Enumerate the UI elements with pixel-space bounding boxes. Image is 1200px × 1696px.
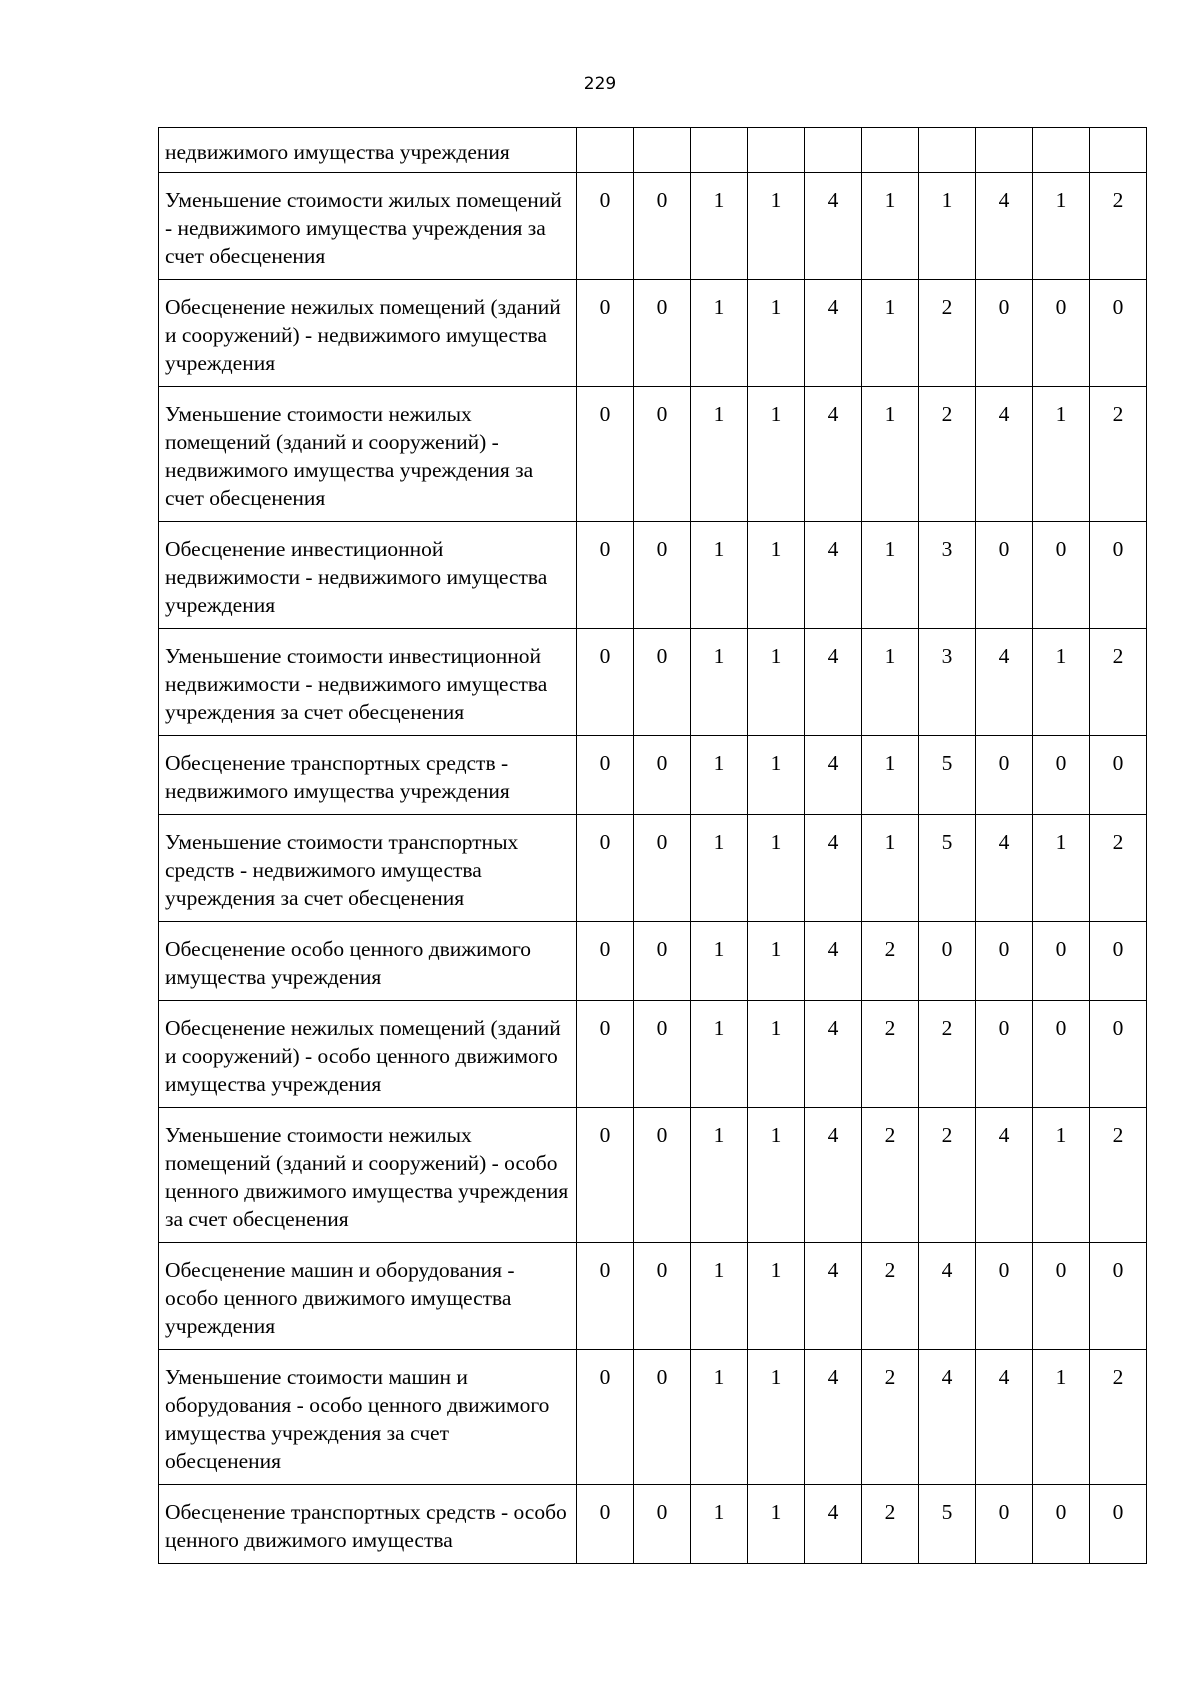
code-digit-cell: 4	[805, 1243, 862, 1350]
code-digit-cell: 2	[1090, 173, 1147, 280]
code-digit-cell	[976, 128, 1033, 173]
code-digit-cell	[919, 128, 976, 173]
table-row	[159, 522, 1147, 629]
code-digit-cell: 4	[805, 173, 862, 280]
code-digit-cell: 0	[577, 922, 634, 1001]
code-digit-cell: 0	[1090, 522, 1147, 629]
code-digit-cell: 0	[634, 173, 691, 280]
code-digit-cell: 2	[1090, 629, 1147, 736]
code-digit-cell: 0	[577, 1108, 634, 1243]
account-codes-table	[158, 127, 1147, 1564]
row-label: Обесценение инвестиционной недвижимости - недвижимого имущества учреждения	[159, 522, 577, 629]
code-digit-cell: 1	[748, 629, 805, 736]
table-row	[159, 280, 1147, 387]
code-digit-cell: 1	[691, 1350, 748, 1485]
code-digit-cell: 1	[862, 173, 919, 280]
code-digit-cell: 1	[919, 173, 976, 280]
code-digit-cell: 2	[862, 1350, 919, 1485]
row-label: Уменьшение стоимости инвестиционной недвижимости - недвижимого имущества учреждения за счет обесценения	[159, 629, 577, 736]
code-digit-cell: 0	[1090, 1001, 1147, 1108]
code-digit-cell: 4	[976, 1350, 1033, 1485]
code-digit-cell: 0	[976, 280, 1033, 387]
code-digit-cell: 1	[748, 1243, 805, 1350]
code-digit-cell: 1	[691, 1108, 748, 1243]
code-digit-cell: 0	[1033, 1485, 1090, 1564]
code-digit-cell: 4	[805, 522, 862, 629]
code-digit-cell	[805, 128, 862, 173]
code-digit-cell: 4	[805, 736, 862, 815]
code-digit-cell: 0	[1033, 1001, 1090, 1108]
table-row	[159, 1350, 1147, 1485]
row-label: Обесценение транспортных средств - особо ценного движимого имущества	[159, 1485, 577, 1564]
row-label: Уменьшение стоимости транспортных средств - недвижимого имущества учреждения за счет обесценения	[159, 815, 577, 922]
code-digit-cell: 1	[862, 280, 919, 387]
code-digit-cell: 1	[748, 280, 805, 387]
row-label: Уменьшение стоимости машин и оборудования - особо ценного движимого имущества учреждения за счет обесценения	[159, 1350, 577, 1485]
code-digit-cell: 0	[976, 736, 1033, 815]
code-digit-cell: 0	[1033, 922, 1090, 1001]
row-label: Обесценение машин и оборудования - особо ценного движимого имущества учреждения	[159, 1243, 577, 1350]
row-label: недвижимого имущества учреждения	[159, 128, 577, 173]
table-row	[159, 1108, 1147, 1243]
table-row	[159, 629, 1147, 736]
code-digit-cell: 1	[862, 387, 919, 522]
code-digit-cell: 4	[805, 1108, 862, 1243]
code-digit-cell: 2	[919, 280, 976, 387]
code-digit-cell: 0	[1090, 736, 1147, 815]
code-digit-cell: 1	[748, 1350, 805, 1485]
code-digit-cell: 0	[634, 1001, 691, 1108]
code-digit-cell	[577, 128, 634, 173]
table-row	[159, 736, 1147, 815]
code-digit-cell: 4	[976, 387, 1033, 522]
code-digit-cell: 1	[748, 1485, 805, 1564]
code-digit-cell: 0	[976, 1001, 1033, 1108]
code-digit-cell: 4	[805, 922, 862, 1001]
table-row	[159, 173, 1147, 280]
code-digit-cell: 1	[691, 922, 748, 1001]
code-digit-cell: 1	[862, 736, 919, 815]
code-digit-cell: 1	[1033, 1108, 1090, 1243]
code-digit-cell: 4	[976, 1108, 1033, 1243]
code-digit-cell: 1	[691, 1485, 748, 1564]
code-digit-cell: 1	[691, 1243, 748, 1350]
code-digit-cell: 1	[748, 522, 805, 629]
code-digit-cell: 0	[976, 522, 1033, 629]
code-digit-cell: 2	[919, 1001, 976, 1108]
code-digit-cell: 0	[1090, 1243, 1147, 1350]
code-digit-cell: 2	[919, 387, 976, 522]
code-digit-cell: 1	[862, 815, 919, 922]
code-digit-cell: 0	[577, 1350, 634, 1485]
code-digit-cell	[691, 128, 748, 173]
code-digit-cell: 5	[919, 736, 976, 815]
code-digit-cell: 0	[577, 1243, 634, 1350]
code-digit-cell: 2	[862, 922, 919, 1001]
code-digit-cell: 1	[691, 815, 748, 922]
table-body	[159, 128, 1147, 1564]
code-digit-cell: 0	[919, 922, 976, 1001]
row-label: Уменьшение стоимости жилых помещений - недвижимого имущества учреждения за счет обесценения	[159, 173, 577, 280]
code-digit-cell: 0	[634, 1485, 691, 1564]
code-digit-cell: 1	[748, 1108, 805, 1243]
code-digit-cell	[634, 128, 691, 173]
code-digit-cell: 0	[976, 922, 1033, 1001]
code-digit-cell: 1	[748, 922, 805, 1001]
code-digit-cell: 2	[1090, 1108, 1147, 1243]
row-label: Обесценение особо ценного движимого имущества учреждения	[159, 922, 577, 1001]
code-digit-cell: 1	[691, 1001, 748, 1108]
code-digit-cell: 4	[919, 1350, 976, 1485]
code-digit-cell	[1090, 128, 1147, 173]
code-digit-cell: 0	[1090, 922, 1147, 1001]
table-row	[159, 387, 1147, 522]
code-digit-cell: 4	[805, 629, 862, 736]
code-digit-cell: 1	[1033, 173, 1090, 280]
code-digit-cell: 4	[805, 815, 862, 922]
code-digit-cell: 5	[919, 1485, 976, 1564]
code-digit-cell: 2	[1090, 815, 1147, 922]
code-digit-cell: 2	[862, 1485, 919, 1564]
code-digit-cell: 0	[1033, 1243, 1090, 1350]
code-digit-cell: 0	[634, 815, 691, 922]
code-digit-cell: 0	[577, 173, 634, 280]
table-row	[159, 128, 1147, 173]
code-digit-cell: 0	[634, 736, 691, 815]
code-digit-cell: 0	[634, 629, 691, 736]
code-digit-cell: 1	[862, 629, 919, 736]
code-digit-cell: 1	[691, 387, 748, 522]
code-digit-cell: 1	[691, 280, 748, 387]
code-digit-cell: 0	[1033, 736, 1090, 815]
code-digit-cell: 1	[1033, 387, 1090, 522]
code-digit-cell: 4	[976, 629, 1033, 736]
code-digit-cell	[1033, 128, 1090, 173]
code-digit-cell: 2	[1090, 1350, 1147, 1485]
table-row	[159, 1243, 1147, 1350]
row-label: Обесценение транспортных средств - недвижимого имущества учреждения	[159, 736, 577, 815]
code-digit-cell: 3	[919, 629, 976, 736]
code-digit-cell: 4	[805, 280, 862, 387]
code-digit-cell: 0	[634, 1108, 691, 1243]
code-digit-cell: 5	[919, 815, 976, 922]
code-digit-cell: 1	[691, 522, 748, 629]
table-row	[159, 1485, 1147, 1564]
code-digit-cell: 4	[805, 387, 862, 522]
code-digit-cell: 0	[634, 280, 691, 387]
row-label: Уменьшение стоимости нежилых помещений (зданий и сооружений) - особо ценного движимого имущества учреждения за счет обесценения	[159, 1108, 577, 1243]
code-digit-cell: 0	[577, 815, 634, 922]
code-digit-cell: 1	[691, 736, 748, 815]
code-digit-cell: 0	[634, 387, 691, 522]
code-digit-cell: 2	[1090, 387, 1147, 522]
code-digit-cell: 0	[577, 1001, 634, 1108]
code-digit-cell: 0	[577, 387, 634, 522]
code-digit-cell: 1	[748, 815, 805, 922]
code-digit-cell: 1	[862, 522, 919, 629]
code-digit-cell: 1	[748, 387, 805, 522]
code-digit-cell: 2	[862, 1243, 919, 1350]
code-digit-cell: 4	[805, 1001, 862, 1108]
code-digit-cell: 0	[976, 1243, 1033, 1350]
code-digit-cell: 4	[976, 815, 1033, 922]
code-digit-cell: 1	[1033, 1350, 1090, 1485]
table-row	[159, 815, 1147, 922]
code-digit-cell: 0	[577, 629, 634, 736]
code-digit-cell: 0	[577, 736, 634, 815]
code-digit-cell: 2	[862, 1001, 919, 1108]
code-digit-cell: 0	[634, 1243, 691, 1350]
code-digit-cell: 4	[976, 173, 1033, 280]
code-digit-cell: 4	[805, 1350, 862, 1485]
code-digit-cell: 0	[634, 922, 691, 1001]
code-digit-cell: 0	[1090, 280, 1147, 387]
code-digit-cell	[862, 128, 919, 173]
code-digit-cell: 0	[1033, 522, 1090, 629]
code-digit-cell: 0	[634, 522, 691, 629]
code-digit-cell: 3	[919, 522, 976, 629]
code-digit-cell: 1	[748, 736, 805, 815]
row-label: Уменьшение стоимости нежилых помещений (зданий и сооружений) - недвижимого имущества учреждения за счет обесценения	[159, 387, 577, 522]
code-digit-cell: 0	[1033, 280, 1090, 387]
code-digit-cell: 1	[1033, 629, 1090, 736]
code-digit-cell: 0	[577, 522, 634, 629]
code-digit-cell: 1	[1033, 815, 1090, 922]
code-digit-cell: 0	[577, 280, 634, 387]
code-digit-cell: 1	[748, 173, 805, 280]
code-digit-cell: 0	[634, 1350, 691, 1485]
page-number: 229	[583, 74, 617, 94]
code-digit-cell: 1	[748, 1001, 805, 1108]
code-digit-cell: 1	[691, 173, 748, 280]
table-row	[159, 1001, 1147, 1108]
code-digit-cell: 2	[919, 1108, 976, 1243]
code-digit-cell	[748, 128, 805, 173]
code-digit-cell: 4	[919, 1243, 976, 1350]
code-digit-cell: 2	[862, 1108, 919, 1243]
code-digit-cell: 0	[976, 1485, 1033, 1564]
row-label: Обесценение нежилых помещений (зданий и сооружений) - особо ценного движимого имущества учреждения	[159, 1001, 577, 1108]
code-digit-cell: 1	[691, 629, 748, 736]
code-digit-cell: 0	[1090, 1485, 1147, 1564]
row-label: Обесценение нежилых помещений (зданий и сооружений) - недвижимого имущества учреждения	[159, 280, 577, 387]
code-digit-cell: 4	[805, 1485, 862, 1564]
table-row	[159, 922, 1147, 1001]
code-digit-cell: 0	[577, 1485, 634, 1564]
